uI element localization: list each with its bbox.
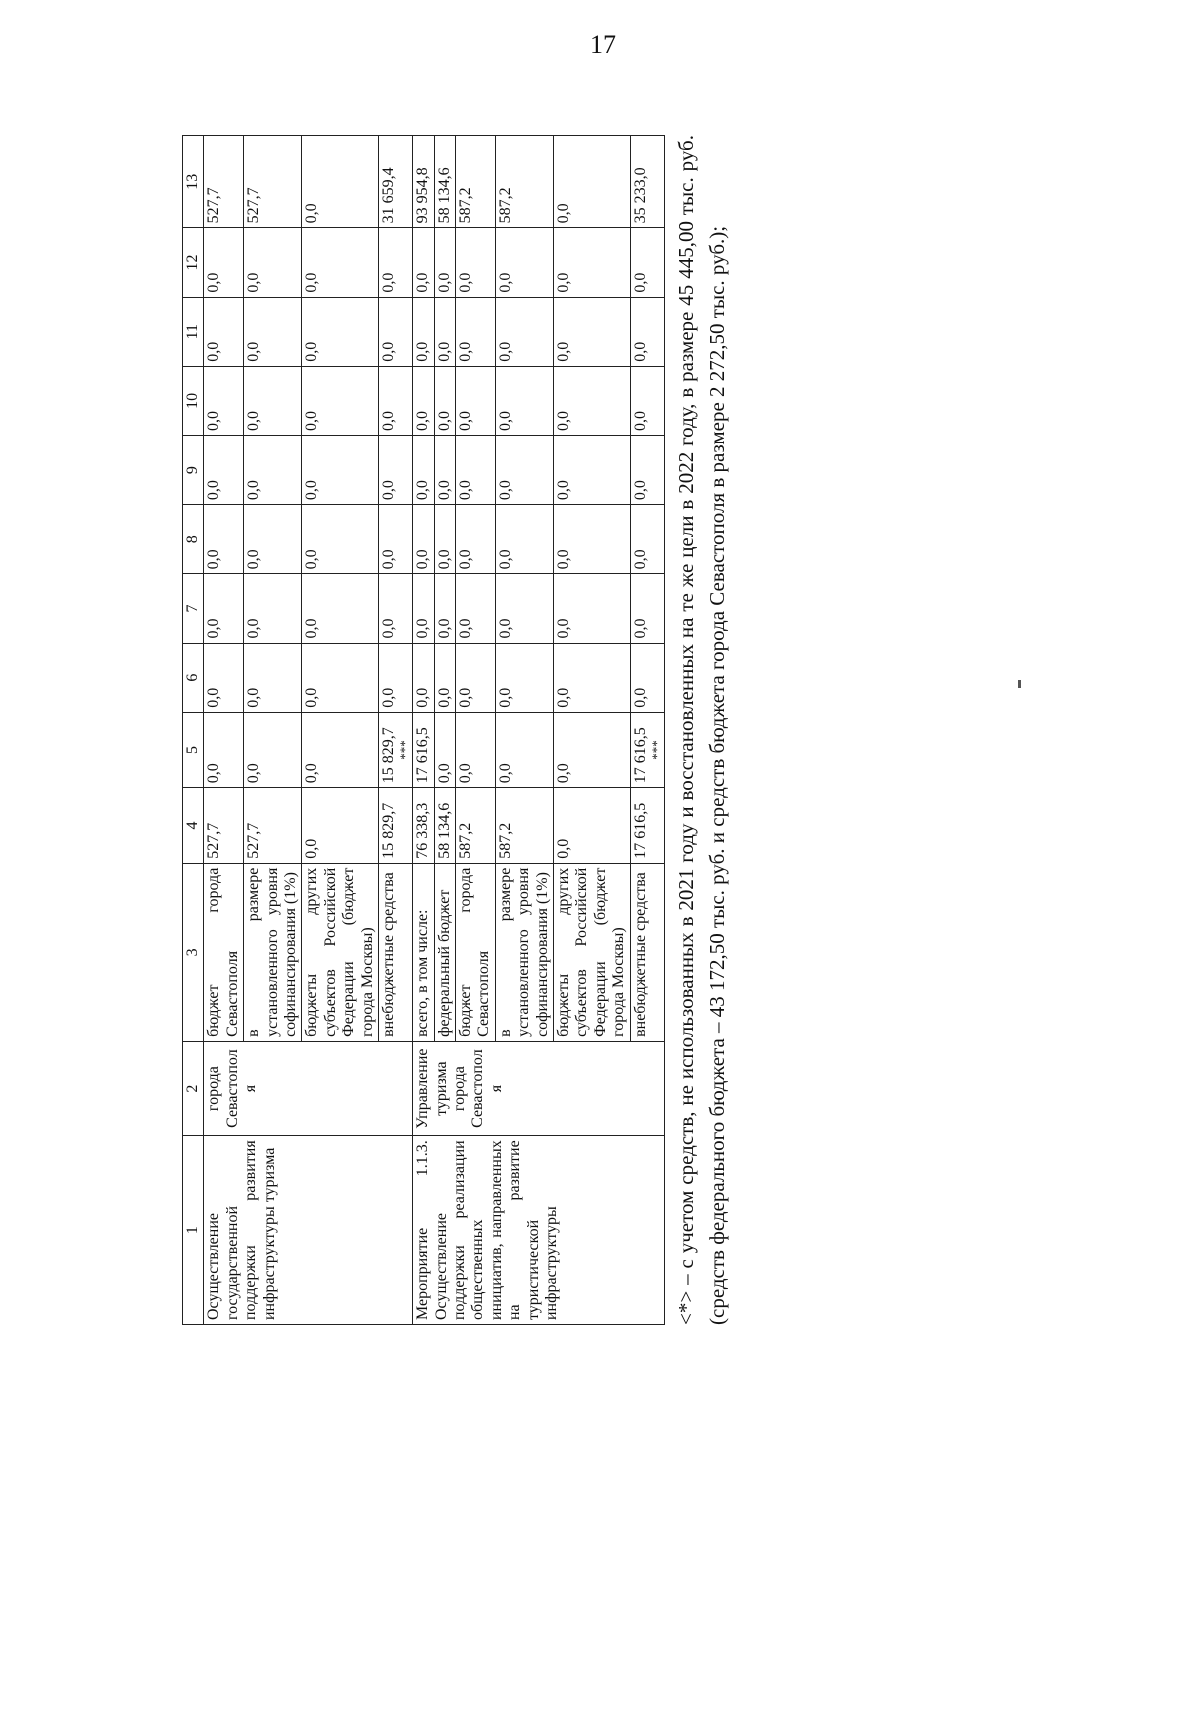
value-cell [554,228,631,297]
value-text: 0,0 [631,341,649,362]
value-cell [630,366,664,435]
value-text: 93 954,8 [414,167,432,224]
value-text: 0,0 [303,763,321,784]
value-cell [456,366,496,435]
value-cell [204,435,244,504]
value-cell [630,505,664,574]
value-cell [456,643,496,712]
note-marker: *** [648,740,664,760]
value-text: 0,0 [245,618,263,639]
funding-source-cell: федеральный бюджет [434,863,455,1041]
value-cell [378,297,412,366]
value-text: 0,0 [496,410,514,431]
value-cell [244,574,302,643]
header-cell: 8 [183,505,204,574]
value-text: 0,0 [496,763,514,784]
value-cell [434,505,455,574]
value-cell [434,136,455,228]
value-text: 0,0 [457,341,475,362]
value-text: 15 829,7 [379,727,397,784]
value-cell [456,435,496,504]
value-text: 0,0 [205,549,223,570]
value-text: 0,0 [555,203,573,224]
header-row [183,136,204,1325]
value-cell [302,366,379,435]
value-text: 0,0 [414,410,432,431]
value-cell [495,505,553,574]
value-text: 0,0 [205,763,223,784]
note-marker: *** [397,740,413,760]
footnote: <*> – с учетом средств, не использованных в 2021 году и восстановленных на те же цели в 2022 году, в размере 45 445,00 тыс. руб. (средств федерального бюджета – 43 172,50 тыс. руб. и средств бюджета города Севастополя в размере 2 272,50 тыс. руб.); [673,135,730,1325]
value-text: 0,0 [555,838,573,859]
value-text: 0,0 [303,838,321,859]
value-text: 76 338,3 [414,802,432,859]
value-text: 0,0 [414,341,432,362]
value-cell [413,574,434,643]
funding-source-cell: бюджет города Севастополя [204,863,244,1041]
value-cell [204,505,244,574]
value-text: 58 134,6 [435,167,453,224]
value-cell [554,712,631,787]
value-text: 0,0 [379,549,397,570]
header-cell: 12 [183,228,204,297]
value-cell [244,505,302,574]
value-cell [456,228,496,297]
value-text: 527,7 [245,822,263,859]
value-cell [554,435,631,504]
value-cell [244,788,302,863]
value-text: 0,0 [631,549,649,570]
value-cell [630,788,664,863]
event-name-cell: Мероприятие 1.1.3. Осуществление поддержки реализации общественных инициатив, направленных на развитие туристической инфраструктуры [413,1136,665,1325]
budget-table [182,135,665,1325]
header-cell: 3 [183,863,204,1041]
value-text: 0,0 [496,618,514,639]
value-cell [204,643,244,712]
value-text: 0,0 [303,410,321,431]
value-text: 587,2 [457,187,475,224]
value-text: 17 616,5 [631,727,649,784]
value-text: 0,0 [379,272,397,293]
value-text: 0,0 [435,763,453,784]
value-text: 0,0 [435,480,453,501]
header-cell: 4 [183,788,204,863]
value-cell [456,712,496,787]
scan-mark [1018,680,1021,688]
value-text: 0,0 [631,410,649,431]
value-text: 0,0 [414,618,432,639]
header-cell: 5 [183,712,204,787]
value-cell [495,297,553,366]
value-text: 0,0 [631,480,649,501]
value-cell [456,574,496,643]
value-cell [434,435,455,504]
value-text: 0,0 [379,410,397,431]
value-cell [495,366,553,435]
value-cell [244,435,302,504]
value-text: 587,2 [457,822,475,859]
value-text: 527,7 [205,187,223,224]
value-text: 0,0 [205,341,223,362]
value-cell [413,228,434,297]
value-cell [554,366,631,435]
value-text: 0,0 [414,272,432,293]
value-text: 0,0 [555,410,573,431]
funding-source-cell: бюджеты других субъектов Российской Федерации (бюджет города Москвы) [554,863,631,1041]
header-cell: 7 [183,574,204,643]
value-text: 587,2 [496,187,514,224]
value-cell [630,574,664,643]
value-text: 0,0 [457,687,475,708]
value-text: 0,0 [631,687,649,708]
value-cell [413,297,434,366]
funding-source-cell: бюджеты других субъектов Российской Федерации (бюджет города Москвы) [302,863,379,1041]
funding-source-cell: внебюджетные средства [378,863,412,1041]
value-cell [378,574,412,643]
value-text: 0,0 [245,687,263,708]
value-cell [456,136,496,228]
value-cell [554,574,631,643]
page-number: 17 [590,30,616,59]
value-text: 0,0 [435,687,453,708]
value-text: 0,0 [303,272,321,293]
value-cell [434,574,455,643]
value-text: 0,0 [457,763,475,784]
value-cell [495,435,553,504]
value-text: 58 134,6 [435,802,453,859]
value-cell [244,297,302,366]
value-text: 0,0 [435,272,453,293]
value-text: 0,0 [205,618,223,639]
value-cell [434,228,455,297]
value-text: 0,0 [631,618,649,639]
value-text: 0,0 [245,480,263,501]
value-text: 35 233,0 [631,167,649,224]
value-text: 0,0 [631,272,649,293]
value-cell [413,366,434,435]
value-cell [204,712,244,787]
value-cell [244,712,302,787]
value-text: 0,0 [435,410,453,431]
value-cell [302,136,379,228]
value-text: 0,0 [245,341,263,362]
value-cell [378,136,412,228]
value-cell [302,712,379,787]
funding-source-cell: бюджет города Севастополя [456,863,496,1041]
value-cell [413,136,434,228]
value-text: 0,0 [205,480,223,501]
value-cell [378,435,412,504]
value-text: 0,0 [435,618,453,639]
executor-cell: Управление туризма города Севастополя [413,1041,665,1135]
value-text: 0,0 [555,272,573,293]
value-text: 0,0 [245,763,263,784]
table-body [204,136,665,1325]
value-text: 0,0 [457,480,475,501]
value-text: 17 616,5 [414,727,432,784]
table-row [204,136,244,1325]
value-text: 0,0 [457,410,475,431]
value-cell [413,435,434,504]
value-cell [204,136,244,228]
value-cell [302,788,379,863]
funding-source-cell: в размере установленного уровня софинансирования (1%) [244,863,302,1041]
value-cell [378,505,412,574]
value-text: 0,0 [245,410,263,431]
value-cell [630,136,664,228]
header-cell: 2 [183,1041,204,1135]
value-text: 0,0 [457,549,475,570]
value-cell [413,505,434,574]
value-text: 0,0 [555,763,573,784]
value-cell [630,643,664,712]
value-text: 0,0 [414,687,432,708]
value-cell [378,228,412,297]
table-row [413,136,434,1325]
value-cell [244,643,302,712]
value-cell [495,788,553,863]
value-text: 0,0 [379,341,397,362]
value-cell [554,505,631,574]
value-cell [244,136,302,228]
value-text: 0,0 [205,687,223,708]
funding-source-cell: всего, в том числе: [413,863,434,1041]
value-text: 0,0 [245,549,263,570]
value-cell [434,643,455,712]
value-text: 0,0 [205,410,223,431]
value-cell [302,505,379,574]
value-cell [630,712,664,787]
value-text: 527,7 [245,187,263,224]
value-text: 0,0 [496,687,514,708]
executor-cell: города Севастополя [204,1041,413,1135]
value-text: 0,0 [303,480,321,501]
value-text: 0,0 [205,272,223,293]
value-cell [302,643,379,712]
value-cell [302,574,379,643]
value-cell [495,643,553,712]
value-cell [495,136,553,228]
value-text: 0,0 [303,687,321,708]
value-cell [204,297,244,366]
value-cell [456,505,496,574]
value-text: 0,0 [457,618,475,639]
value-cell [495,712,553,787]
value-text: 0,0 [414,549,432,570]
value-text: 0,0 [555,341,573,362]
value-cell [434,712,455,787]
value-text: 0,0 [435,341,453,362]
event-name-cell: Осуществление государственной поддержки развития инфраструктуры туризма [204,1136,413,1325]
value-cell [630,297,664,366]
value-cell [244,228,302,297]
value-cell [244,366,302,435]
value-text: 0,0 [457,272,475,293]
value-text: 0,0 [379,618,397,639]
value-text: 0,0 [303,341,321,362]
value-text: 0,0 [496,480,514,501]
value-text: 0,0 [379,480,397,501]
value-text: 0,0 [303,549,321,570]
header-cell: 9 [183,435,204,504]
value-cell [434,788,455,863]
value-cell [378,366,412,435]
value-text: 17 616,5 [631,802,649,859]
value-cell [302,435,379,504]
value-cell [378,712,412,787]
value-text: 0,0 [555,549,573,570]
value-cell [378,643,412,712]
value-text: 0,0 [496,341,514,362]
value-cell [434,297,455,366]
header-cell: 6 [183,643,204,712]
header-cell: 11 [183,297,204,366]
funding-source-cell: внебюджетные средства [630,863,664,1041]
value-text: 0,0 [555,480,573,501]
value-cell [413,788,434,863]
value-cell [204,574,244,643]
value-text: 0,0 [555,618,573,639]
value-text: 0,0 [303,203,321,224]
value-text: 587,2 [496,822,514,859]
value-cell [630,228,664,297]
value-cell [413,712,434,787]
rotated-content [182,125,1062,1325]
value-text: 0,0 [555,687,573,708]
value-cell [302,297,379,366]
header-cell: 10 [183,366,204,435]
value-text: 31 659,4 [379,167,397,224]
value-cell [456,788,496,863]
value-text: 0,0 [379,687,397,708]
value-cell [495,574,553,643]
value-cell [630,435,664,504]
value-text: 0,0 [496,549,514,570]
value-cell [554,297,631,366]
value-text: 15 829,7 [379,802,397,859]
value-cell [204,228,244,297]
value-cell [302,228,379,297]
value-cell [204,788,244,863]
value-cell [413,643,434,712]
value-cell [495,228,553,297]
value-cell [554,643,631,712]
value-text: 0,0 [496,272,514,293]
header-cell: 1 [183,1136,204,1325]
value-cell [554,788,631,863]
value-text: 527,7 [205,822,223,859]
funding-source-cell: в размере установленного уровня софинансирования (1%) [495,863,553,1041]
value-text: 0,0 [245,272,263,293]
value-cell [554,136,631,228]
value-text: 0,0 [303,618,321,639]
value-text: 0,0 [414,480,432,501]
value-cell [204,366,244,435]
value-cell [434,366,455,435]
header-cell: 13 [183,136,204,228]
value-text: 0,0 [435,549,453,570]
value-cell [456,297,496,366]
value-cell [378,788,412,863]
